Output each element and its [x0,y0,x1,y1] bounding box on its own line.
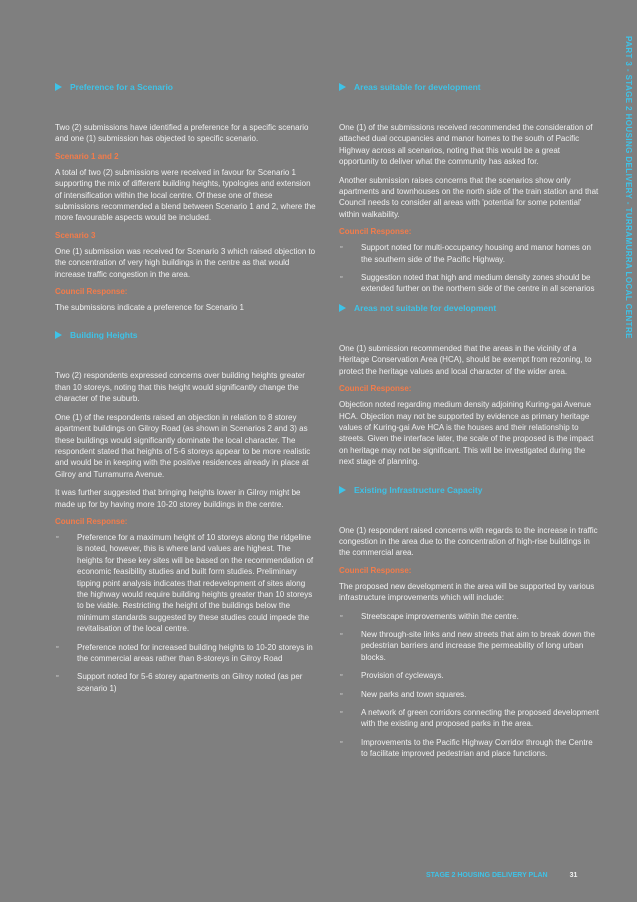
subheading: Scenario 1 and 2 [55,151,119,161]
paragraph: Another submission raises concerns that the scenarios show only apartments and townhouses on the north side of the train station and that Council needs to consider all areas with 'potential for some potential' within walkability. [339,175,599,219]
paragraph: Objection noted regarding medium density adjoining Kuring-gai Avenue HCA. Objection may not be supported by evidence as primary heritage values of Kuring-gai Ave HCA is the houses and their relationship to streets. Given the interface later, the scale of the proposed is the impact on heritage may not be significant. This will be investigated during the next stage of planning. [339,400,594,467]
section-heading-areas-suitable [339,82,601,92]
section-heading-text: Areas suitable for development [354,82,481,92]
arrow-right-icon [55,83,62,91]
paragraph: It was further suggested that bringing heights lower in Gilroy might be made up for by having more 10-20 storey buildings in the centre. [55,488,301,509]
paragraph: One (1) submission was received for Scenario 3 which raised objection to the concentration of very high buildings in the centre as that would increase traffic congestion in the area. [55,246,316,279]
list-item: ▫ Suggestion noted that high and medium density zones should be extended further on the northern side of the centre in all scenarios [339,272,601,295]
page-number: 31 [569,872,578,879]
list-item: ▫ A network of green corridors connecting the proposed development with the existing and proposed parks in the area. [339,707,601,730]
paragraph: Two (2) respondents expressed concerns over building heights greater than 10 storeys, noting that this height would significantly change the character of the suburb. [55,371,305,404]
paragraph: One (1) of the submissions received recommended the consideration of attached dual occupancies and manor homes to the south of Pacific Highway across all scenarios, noting that this would be a great opportunity to deliver what the community has asked for. [339,123,593,167]
bullet-list [55,532,317,694]
council-response-heading: Council Response: [55,516,128,526]
bullet-list [339,611,601,760]
arrow-right-icon [339,83,346,91]
section-heading-infrastructure [339,485,601,495]
list-item: ▫ Provision of cycleways. [339,670,601,681]
council-response-heading: Council Response: [339,384,412,394]
council-response-heading: Council Response: [339,565,412,575]
section-heading-preference [55,82,317,92]
section-heading-text: Existing Infrastructure Capacity [354,484,483,495]
list-item: ▫ New through-site links and new streets that aim to break down the pedestrian barriers and increase the permeability of long urban blocks. [339,629,601,663]
paragraph: One (1) submission recommended that the areas in the vicinity of a Heritage Conservation Area (HCA), should be exempt from rezoning, to protect the heritage values and local character of the wider area. [339,343,592,376]
arrow-right-icon [55,331,62,339]
subheading: Scenario 3 [55,230,96,240]
side-section-tab: PART 3 - STAGE 2 HOUSING DELIVERY - TURRAMURRA LOCAL CENTRE [624,36,633,339]
paragraph: A total of two (2) submissions were received in favour for Scenario 1 supporting the mix of different building heights, typologies and extension of intensification within the local centre. Of these one of these submissions recommended a blend between Scenario 1 and 2, where the more favourable aspects would be included. [55,167,316,223]
arrow-right-icon [339,304,346,312]
paragraph: The proposed new development in the area will be supported by various infrastructure improvements which will include: [339,581,595,603]
left-column [55,82,317,702]
footer-title: STAGE 2 HOUSING DELIVERY PLAN [426,872,548,879]
paragraph: One (1) respondent raised concerns with regards to the increase in traffic congestion in the area due to the concentration of high-rise buildings in the commercial area. [339,525,598,558]
arrow-right-icon [339,486,346,494]
page-footer [426,872,577,879]
section-heading-text: Preference for a Scenario [70,82,173,92]
list-item: ▫ Streetscape improvements within the centre. [339,611,601,622]
section-heading-text: Areas not suitable for development [354,302,497,313]
council-response-heading: Council Response: [339,227,412,237]
right-column [339,82,601,768]
paragraph: One (1) of the respondents raised an objection in relation to 8 storey apartment buildings on Gilroy Road (as shown in Scenarios 2 and 3) as these buildings would significantly dominate the local character. The respondent stated that heights of 5-6 storeys appear to be more realistic and would be in keeping with the positive residences already in place at Gilroy and Turramurra Avenue. [55,412,311,479]
list-item: ▫ Support noted for 5-6 storey apartments on Gilroy noted (as per scenario 1) [55,671,317,694]
bullet-list [339,242,601,295]
section-heading-building-heights [55,330,317,340]
council-response-heading: Council Response: [55,287,128,297]
paragraph: The submissions indicate a preference for Scenario 1 [55,303,244,313]
list-item: ▫ Support noted for multi-occupancy housing and manor homes on the southern side of the Pacific Highway. [339,242,601,265]
list-item: ▫ New parks and town squares. [339,689,601,700]
section-heading-areas-not-suitable [339,303,601,313]
list-item: ▫ Preference for a maximum height of 10 storeys along the ridgeline is noted, however, this is where land values are highest. The heights for these key sites will be based on the recommendation of economic feasibility studies and built form studies. Preliminary tipping point analysis indicates that redevelopment of sites along the highway would require building heights greater than 10 storeys to be viable. Restricting the height of the buildings below the minimum standards suggested by these studies could impede the revitalisation of the local centre. [55,532,317,635]
list-item: ▫ Preference noted for increased building heights to 10-20 storeys in the commercial areas rather than 8-storeys in Gilroy Road [55,642,317,665]
list-item: ▫ Improvements to the Pacific Highway Corridor through the Centre to facilitate improved pedestrian and place functions. [339,737,601,760]
paragraph: Two (2) submissions have identified a preference for a specific scenario and one (1) submission has objected to specific scenario. [55,123,309,144]
section-heading-text: Building Heights [70,330,138,341]
